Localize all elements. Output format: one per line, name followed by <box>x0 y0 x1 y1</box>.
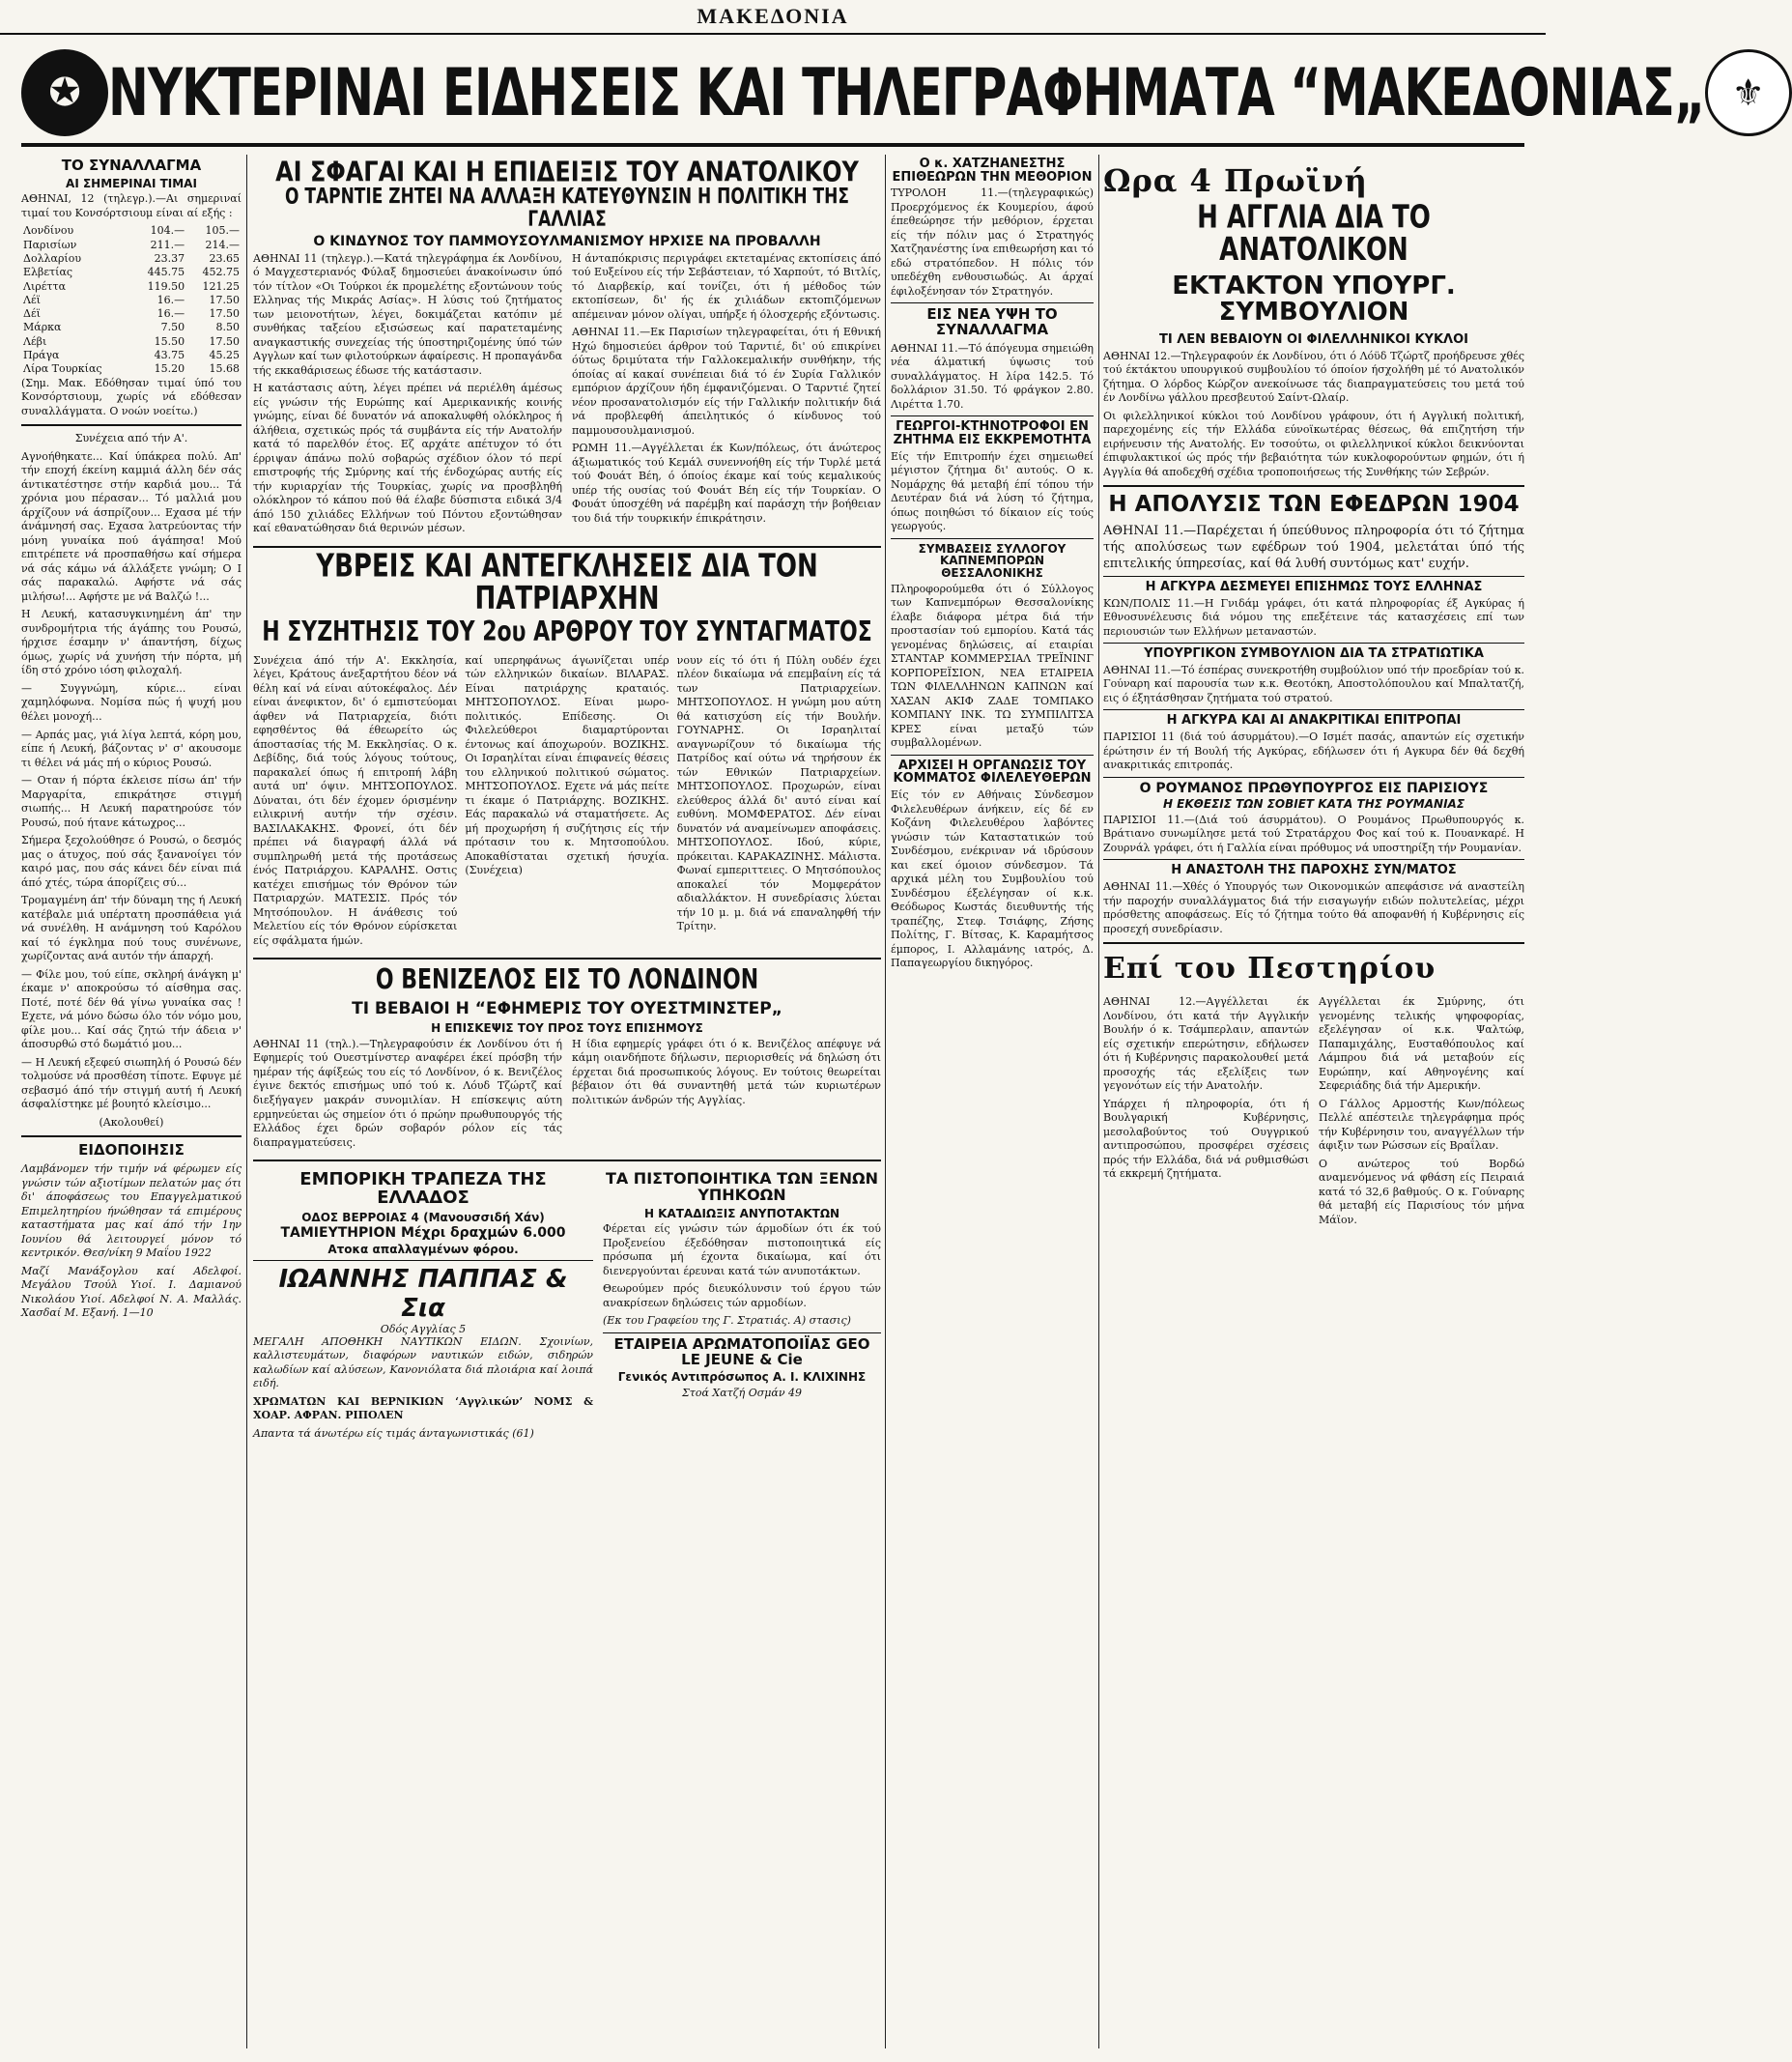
column-1 <box>21 155 242 1325</box>
article-paragraph: ΡΩΜΗ 11.—Αγγέλλεται έκ Κων/πόλεως, ότι άνώτερος άξιωματικός τού Κεμάλ συνεννοήθη είς τήν Τυρλέ μετά τού Φουάτ Βέη, ό όποίος έκαμε καί τούς κεμαλικούς υπέρ τής ουσίας τού Φουάτ Βέη είς τήν Τουρκίαν. Ο Φουάτ ύποσχέθη νά παρέμβη καί παράσχη τήν βοήθειαν του διά τήν τουρκικήν έπικράτησιν. <box>572 442 881 525</box>
rate-row <box>21 252 242 266</box>
ad-pappas-text: ΜΕΓΑΛΗ ΑΠΟΘΗΚΗ ΝΑΥΤΙΚΩΝ ΕΙΔΩΝ. Σχοινίων, καλλιστευμάτων, διαφόρων ναυτικών ειδών, σιδηρών καλωδίων καί αλύσεων, Κανονιόλατα διά πλοιάρια καί λοιπά ειδή. <box>253 1334 593 1390</box>
column-4 <box>1103 155 1524 1231</box>
article-paragraph: Η κατάστασις αύτη, λέγει πρέπει νά περιέλθη άμέσως είς γνώσιν τής Ευρώπης καί Αμερικανικής κοινής γνώμης, είναι δέ δυνατόν νά αποκαλυφθή ολόκληρος ή άλήθεια, σχετικώς πρός τά συμβάντα είς τήν Ανατολήν κατά τό παρελθόν έτος. Εζ αρχάτε απέτυχον τό ότι έρριψαν άπάνω πολύ σοβαρώς σχέδιον όλον τό περί επιστροφής τής Σμύρνης καί τής ένδοχώρας αυτής είς τήν κυριαρχίαν τής Τουρκίας, χωρίς να προσβληθή ολόκληρον τό κάπου πού θά έλαβε δύσπιστα ειδικά 3/4 άπό 150 χιλιάδες Ελλήνων τού Πόντου εξοντώθησαν καί εθανατώθησαν διά θερινών μέσων. <box>253 382 562 535</box>
headline-currency-halt: Η ΑΝΑΣΤΟΛΗ ΤΗΣ ΠΑΡΟΧΗΣ ΣΥΝ/ΜΑΤΟΣ <box>1171 863 1457 878</box>
article-paragraph: ΠΑΡΙΣΙΟΙ 11 (διά τού άσυρμάτου).—Ο Ισμέτ πασάς, απαντών είς σχετικήν έρώτησιν έν τή Βουλή τής Αγκύρας, εδήλωσεν ότι ή Αγκυρα δέν θά δεχθή ανακριτικάς επιτροπάς. <box>1103 730 1524 772</box>
ad-bank-title: ΕΜΠΟΡΙΚΗ ΤΡΑΠΕΖΑ ΤΗΣ ΕΛΛΑΔΟΣ <box>299 1169 547 1208</box>
ad-bank-savings: ΤΑΜΙΕΥΤΗΡΙΟΝ Μέχρι δραχμών 6.000 <box>280 1225 566 1242</box>
headline-venizelos: Ο ΒΕΝΙΖΕΛΟΣ ΕΙΣ ΤΟ ΛΟΝΔΙΝΟΝ <box>375 964 759 997</box>
subheadline-soviets: Η ΕΚΘΕΣΙΣ ΤΩΝ ΣΟΒΙΕΤ ΚΑΤΑ ΤΗΣ ΡΟΥΜΑΝΙΑΣ <box>1162 797 1465 812</box>
rate-currency: Παρισίων <box>23 238 77 251</box>
subheadline-cabinet: ΕΚΤΑΚΤΟΝ ΥΠΟΥΡΓ. ΣΥΜΒΟΥΛΙΟΝ <box>1172 271 1456 327</box>
rate-currency: Ελβετίας <box>23 266 73 279</box>
ad-pappas-footer: Απαντα τά άνωτέρω είς τιμάς άνταγωνιστικάς (61) <box>253 1426 534 1440</box>
rate-sell: 15.68 <box>209 362 240 376</box>
serial-paragraph: Η Λευκή, κατασυγκινημένη άπ' την συνδρομήτρια τής άγάπης του Ρουσώ, ήρχισε έσαμην ν' άπαντήση, δίχως όμως, χωρίς νά χυνήση τήν πόρτα, μή ίδη στό χρόνο ιόση φιλοχαλή. <box>21 608 242 677</box>
column-rule <box>246 155 247 2048</box>
article-paragraph: ΑΘΗΝΑΙ 11.—Τό άπόγευμα σημειώθη νέα άλματική ύψωσις τού συναλλάγματος. Η λίρα 142.5. Τό δολλάριον 31.50. Τό φράγκον 2.80. Λιρέττα 1.70. <box>891 341 1094 411</box>
serial-paragraph: — Αρπάς μας, γιά λίγα λεπτά, κόρη μου, είπε ή Λευκή, βάζοντας ν' σ' ακουσομε τι θέλει νά μάς πή ο κύριος Ρουσώ. <box>21 728 242 769</box>
rate-currency: Λίρα Τουρκίας <box>23 362 102 376</box>
exchange-title: ΤΟ ΣΥΝΑΛΛΑΓΜΑ <box>61 157 202 174</box>
headline-romanian-pm: Ο ΡΟΥΜΑΝΟΣ ΠΡΩΘΥΠΟΥΡΓΟΣ ΕΙΣ ΠΑΡΙΣΙΟΥΣ <box>1139 780 1489 796</box>
banner-title: ΝΥΚΤΕΡΙΝΑΙ ΕΙΔΗΣΕΙΣ ΚΑΙ ΤΗΛΕΓΡΑΦΗΜΑΤΑ “ΜΑΚΕΔΟΝΙΑΣ„ <box>108 54 1705 131</box>
coat-of-arms-icon: ⚜ <box>1705 49 1792 136</box>
rate-sell: 452.75 <box>202 266 240 279</box>
rate-sell: 17.50 <box>209 334 240 348</box>
headline-tobacco: ΣΥΜΒΑΣΕΙΣ ΣΥΛΛΟΓΟΥ ΚΑΠΝΕΜΠΟΡΩΝ ΘΕΣΣΑΛΟΝΙΚΗΣ <box>918 541 1067 581</box>
rate-buy: 211.— <box>150 238 185 251</box>
article-paragraph: Υπάρχει ή πληροφορία, ότι ή Βουλγαρική Κυβέρνησις, μεσολαβούντος τού Ουγγρικού αντιπροσώπου, προσφέρει σχέσεις πρός τήν Ελλάδα, διά νά ρυθμισθώσι τά εκκρεμή ζητήματα. <box>1103 1097 1309 1181</box>
article-paragraph: ΠΑΡΙΣΙΟΙ 11.—(Διά τού άσυρμάτου). Ο Ρουμάνος Πρωθυπουργός κ. Βράτιανο συνωμίλησε μετά τού Στρατάρχου Φος καί τού κ. Πουανκαρέ. Η Ζουρνάλ γράφει, ότι ή Γαλλία είναι πρόθυμος νά υποστηρίξη τήν Ρουμανίαν. <box>1103 813 1524 854</box>
exchange-note: (Σημ. Μακ. Εδόθησαν τιμαί ύπό του Κονσόρτσιουμ, χωρίς νά εδόθεσαν συναλλάγματα. Ο νοών νοείτω.) <box>21 376 242 417</box>
exchange-rates-table <box>21 224 242 376</box>
article-paragraph: Ο Γάλλος Αρμοστής Κων/πόλεως Πελλέ απέστειλε τηλεγράφημα πρός τήν Κυβέρνησιν του, αναγγέλλων τήν άφιξιν των Ρώσσων είς Βραΐλαν. <box>1319 1097 1524 1153</box>
rate-currency: Λονδίνου <box>23 224 74 238</box>
notice-text: Λαμβάνομεν τήν τιμήν νά φέρωμεν είς γνώσιν τών αξιοτίμων πελατών μας ότι δι' άποφάσεως του Επαγγελματικού Επιμελητηρίου ήνώθησαν τά επιμέρους καταστήματα μας καί άπό τήν 1ην Ιουνίου θά λειτουργεί μόνον τό κεντρικόν. Θεσ/νίκη 9 Μαΐου 1922 <box>21 1162 242 1260</box>
article-paragraph: ΚΩΝ/ΠΟΛΙΣ 11.—Η Γνιδάμ γράφει, ότι κατά πληροφορίας έξ Αγκύρας ή Εθνοσυνέλευσις διά νόμου της επεξέτεινε τάς κατασχέσεις επί των περιουσιών των Ελλήνων μεταναστών. <box>1103 596 1524 638</box>
article-paragraph: Ο ανώτερος τού Βορδώ αναμενόμενος νά φθάση είς Πειραιά κατά τό 32,6 βαθμούς. Ο κ. Γούναρης θά μεταβή είς Παρισίους τόν μήνα Μάϊον. <box>1319 1157 1524 1226</box>
rate-buy: 119.50 <box>147 279 185 293</box>
rate-buy: 104.— <box>150 224 185 238</box>
ad-pappas-name: ΙΩΑΝΝΗΣ ΠΑΠΠΑΣ & Σια <box>278 1264 568 1323</box>
subheadline-panislamism: Ο ΚΙΝΔΥΝΟΣ ΤΟΥ ΠΑΜΜΟΥΣΟΥΛΜΑΝΙΣΜΟΥ ΗΡΧΙΣΕ ΝΑ ΠΡΟΒΑΛΛΗ <box>313 233 821 249</box>
rate-sell: 17.50 <box>209 293 240 306</box>
column-rule <box>885 155 886 2048</box>
article-paragraph: Αγγέλλεται έκ Σμύρνης, ότι γενομένης τελικής ψηφοφορίας, εξελέγησαν οί κ.κ. Ψαλτώφ, Παπαμιχάλης, Ευσταθόπουλος καί Λάμπρου διά νά μεταβούν είς Ευρώπην, καί Αθηνογένης καί Σεφεριάδης διά τήν Αμερικήν. <box>1319 995 1524 1093</box>
rate-row <box>21 362 242 376</box>
rate-row <box>21 280 242 294</box>
rate-row <box>21 321 242 334</box>
article-paragraph: Πληροφορούμεθα ότι ό Σύλλογος των Καπνεμπόρων Θεσσαλονίκης έλαβε διάφορα μέτρα διά τήν προστασίαν τού εμπορίου. Κατά τάς γενομένας δηλώσεις, αί εταιρίαι ΣΤΑΝΤΑΡ ΚΟΜΜΕΡΣΙΑΛ ΤΡΕΪΝΙΝΓ ΚΟΡΠΟΡΕΪΣΙΟΝ, ΝΕΑ ΕΤΑΙΡΕΙΑ ΤΩΝ ΦΙΛΕΛΛΗΝΩΝ ΚΑΠΝΩΝ καί ΧΑΣΑΝ ΑΚΙΦ ΖΑΔΕ ΤΟΜΠΑΚΟ ΚΟΜΠΑΝΥ ΙΝΚ. ΤΩ ΣΥΜΠΙΛΙΤΣΑ ΚΡΕΣ είναι μεταξύ τών συμβαλλομένων. <box>891 582 1094 750</box>
rate-sell: 105.— <box>205 224 240 238</box>
headline-england: Η ΑΓΓΛΙΑ ΔΙΑ ΤΟ ΑΝΑΤΟΛΙΚΟΝ <box>1197 199 1431 270</box>
rate-currency: Μάρκα <box>23 321 62 334</box>
serial-paragraph: Τρομαγμένη άπ' τήν δύναμη της ή Λευκή κατέβαλε μιά υπέρτατη προσπάθεια γιά νά συνέλθη. Η ανάμνηση τού Καρόλου καί τό έγκλημα πού τους συνένωνε, χωρίζοντας ανά αυτόν τήν άπαρχή. <box>21 894 242 963</box>
rate-sell: 214.— <box>205 238 240 251</box>
subheadline-westminster: ΤΙ ΒΕΒΑΙΟΙ Η “ΕΦΗΜΕΡΙΣ ΤΟΥ ΟΥΕΣΤΜΙΝΣΤΕΡ„ <box>352 999 782 1019</box>
ad-pappas-address: Οδός Αγγλίας 5 <box>380 1322 467 1335</box>
rate-row <box>21 239 242 252</box>
rate-buy: 15.50 <box>154 334 185 348</box>
rate-sell: 8.50 <box>215 321 240 334</box>
rate-sell: 17.50 <box>209 307 240 321</box>
article-paragraph: ΑΘΗΝΑΙ 11 (τηλ.).—Τηλεγραφούσιν έκ Λονδίνου ότι ή Εφημερίς τού Ουεστμίνστερ αναφέρει έκεί πρόσβη τήν ημέραν τής άφίξεώς του είς τό Λονδίνον, ό κ. Βενιζέλος έγινε δεκτός επισήμως υπό τού κ. Λόυδ Τζώρτζ καί διεξήγαγεν μακράν συνομιλίαν. Η επίσκεψις αύτη ερμηνεύεται ώς σημείον ότι ό πρώην πρωθυπουργός τής Ελλάδος έχει δρών σοβαρόν ρόλον είς τάς διαπραγματεύσεις. <box>253 1037 562 1149</box>
rate-row <box>21 349 242 362</box>
ad-perfume-title: ΕΤΑΙΡΕΙΑ ΑΡΩΜΑΤΟΠΟΙΪΑΣ GEO LE JEUNE & Cie <box>613 1334 870 1368</box>
article-source: (Εκ του Γραφείου της Γ. Στρατιάς. Α) στασις) <box>603 1314 851 1328</box>
article-paragraph: Οι φιλελληνικοί κύκλοι τού Λονδίνου γράφουν, ότι ή Αγγλική πολιτική, παρεχομένης είς τήν Ελλάδα εύνοϊκωτέρας θέσεως, θά επιζητήση τήν ειρήνευσιν τής Ανατολής. Εν τοσούτω, οι φιλελληνικοί κύκλοι δεικνύονται έπιφυλακτικοί ώς πρός τήν βεβαιότητα τών κυκλοφορούντων φημών, ότι ή Αγγλία θά αποδεχθή σχέδια τροποποιήσεως τής Συνθήκης τών Σεβρών. <box>1103 409 1524 478</box>
subheadline-philhellenes: ΤΙ ΛΕΝ ΒΕΒΑΙΟΥΝ ΟΙ ΦΙΛΕΛΛΗΝΙΚΟΙ ΚΥΚΛΟΙ <box>1158 332 1468 348</box>
exchange-intro: ΑΘΗΝΑΙ, 12 (τηλεγρ.).—Αι σημεριναί τιμαί του Κονσόρτσιουμ είναι αί εξής : <box>21 192 242 219</box>
article-paragraph: ΤΥΡΟΛΟΗ 11.—(τηλεγραφικώς) Προερχόμενος έκ Κουμερίου, άφού έπεθεώρησε τήν μεθόριον, έρχεται είς τήν πόλιν μας ό Στρατηγός Χατζηανέστης ίνα επιθεωρήση και τό εδώ στρατόπεδον. Η πόλις τόν υπεδέχθη ενθουσιωδώς. Αι άρχαί έφιλοξένησαν τόν Στρατηγόν. <box>891 186 1094 298</box>
article-paragraph: ΑΘΗΝΑΙ 12.—Τηλεγραφούν έκ Λονδίνου, ότι ό Λόϋδ Τζώρτζ προήδρευσε χθές τού έκτάκτου υπουργικού συμβουλίου τό όποίον ήσχολήθη μέ τό Ανατολικόν ζήτημα. Ο λόρδος Κώρζον ανεκοίνωσε τάς διαπραγματεύσεις του μετά τού έν Λονδίνω γάλλου πρεσβευτού Σαίντ-Ωλαίρ. <box>1103 349 1524 405</box>
section-header-wire: Επί του Πεστηρίου <box>1103 952 1436 987</box>
headline-patriarch: ΥΒΡΕΙΣ ΚΑΙ ΑΝΤΕΓΚΛΗΣΕΙΣ ΔΙΑ ΤΟΝ ΠΑΤΡΙΑΡΧΗΝ <box>316 548 818 618</box>
ad-pappas-paints: ΧΡΩΜΑΤΩΝ ΚΑΙ ΒΕΡΝΙΚΙΩΝ ‘Αγγλικών’ ΝΟΜΣ & ΧΟΑΡ. ΑΦΡΑΝ. ΡΙΠΟΛΕΝ <box>253 1394 593 1422</box>
banner <box>21 43 1765 147</box>
rate-buy: 16.— <box>156 307 185 321</box>
serial-paragraph: — Η Λευκή εξεφεύ σιωπηλή ό Ρουσώ δέν τολμούσε νά προσθέση τίποτε. Εφυγε μέ σεβασμό άπό τήν στιγμή αυτή ή Λευκή άσφαλίστηκε μέ βουητό κλείσιμο... <box>21 1055 242 1111</box>
rate-row <box>21 224 242 238</box>
masthead: ΜΑΚΕΔΟΝΙΑ <box>0 0 1546 35</box>
rate-sell: 121.25 <box>202 279 240 293</box>
rate-currency: Δέϊ <box>23 307 41 321</box>
article-paragraph: ΑΘΗΝΑΙ 11.—Τό έσπέρας συνεκροτήθη συμβούλιον υπό τήν προεδρίαν τού κ. Γούναρη καί παρουσία των κ.κ. Θεοτόκη, Αποστολόπουλου καί Μπαλτατζή, εις ό έξητάσθησαν ζητήματα τού στρατού. <box>1103 663 1524 704</box>
rate-row <box>21 307 242 321</box>
article-paragraph: Είς τόν εν Αθήναις Σύνδεσμον Φιλελευθέρων άνήκειν, είς δέ εν Κοζάνη Φιλελευθέρου λαβόντες γνώσιν τών Καταστατικών τού Συνδέσμου, ενέκριναν νά ιδρύσουν και εκεί όμοιον σύνδεσμον. Τά αρχικά μέλη του Συμβουλίου τού Συνδέσμου έξελέγησαν οί κ.κ. Θεόδωρος Κωστάς διευθυντής τής τραπέζης, Στεφ. Τσιάφης, Ζήσης Πολίτης, Γ. Βίτσας, Κ. Καραμήτσος έμπορος, Ι. Αλλαμάνης ιατρός, Δ. Παπαγεωργίου δικηγόρος. <box>891 788 1094 970</box>
rate-currency: Λέϊ <box>23 293 41 306</box>
headline-liberals: ΑΡΧΙΣΕΙ Η ΟΡΓΑΝΩΣΙΣ ΤΟΥ ΚΟΜΜΑΤΟΣ ΦΙΛΕΛΕΥΘΕΡΩΝ <box>893 758 1092 787</box>
late-edition-header: Ωρα 4 Πρωϊνή <box>1103 162 1368 199</box>
headline-exchange-heights: ΕΙΣ ΝΕΑ ΥΨΗ ΤΟ ΣΥΝΑΛΛΑΓΜΑ <box>926 305 1058 339</box>
article-paragraph: Η άνταπόκρισις περιγράφει εκτεταμένας εκτοπίσεις άπό τού Ευξείνου είς τήν Σεβάστειαν, τό Χαρπούτ, τό Βιτλίς, τό Διαρβεκίρ, καί τονίζει, ότι ή μέθοδος τών εκτοπίσεων, δι' ής έκ χιλιάδων εκτοπιζόμενων απέμειναν μόνον ολίγαι, υπήρξε ή όλοσχερής εξόντωσις. <box>572 251 881 321</box>
article-paragraph: Συνέχεια άπό τήν Α'. Εκκλησία, λέγει, Κράτους άνεξαρτήτου δέον νά θέλη καί νά είναι αύτοκέφαλος. Δέν είναι άνεφικτον, δι' ό εμπιστεύομαι άφθεν νά Πατριαρχεία, διότι εφησθέντος θά έθεωρείτο ώς άποστασίας τής Μ. Εκκλησίας. Ο κ. Δεβίδης, διά τούς λόγους τούτους, παρακαλεί όπως ή επιτροπή λάβη αυτά υπ' όψιν. ΜΗΤΣΟΠΟΥΛΟΣ. Δύναται, ότι δέν έχομεν όρισμένην ειλικρινή αυτήν τήν σχέσιν. ΒΑΣΙΛΑΚΑΚΗΣ. Φρονεί, ότι δέν πρέπει νά διαγραφή άλλά νά συμπληρωθή μετά τής προτάσεως ένός Πατριάρχου. ΚΑΡΑΛΗΣ. Οστις κατέχει επισήμως τόν Θρόνον τών Πατριαρχών. ΜΑΤΕΣΙΣ. Πρός τόν Μητσόπουλον. Η άνάθεσις τού Μελετίου είς τόν Θρόνον εύρίσκεται είς σφάλματα ήμών. <box>253 653 458 947</box>
article-paragraph: νουν είς τό ότι ή Πύλη ουδέν έχει πλέον δικαίωμα νά επεμβαίνη είς τά των Πατριαρχείων. ΜΗΤΣΟΠΟΥΛΟΣ. Η γνώμη μου αύτη θά κατισχύση είς τήν Βουλήν. ΓΟΥΝΑΡΗΣ. Οι Ισραηλιταί αναγνωρίζουν τό δικαίωμα τής Πατρίδος καί ούτω νά τηρήσουν έκ τών Εθνικών Πατριαρχείων. ΜΗΤΣΟΠΟΥΛΟΣ. Προχωρών, είναι ελεύθερος άλλά δι' αυτό είναι καί ευθύνη. ΜΟΜΦΕΡΑΤΟΣ. Δέν είναι δυνατόν νά αναμείνωμεν αποφάσεις. ΜΗΤΣΟΠΟΥΛΟΣ. Ιδού, κύριε, πρόκειται. ΚΑΡΑΚΑΖΙΝΗΣ. Μάλιστα. Φωναί εμπεριττειες. Ο Μητσόπουλος αποκαλεί τόν Μομφεράτον αδιαλλάκτον. Η συνεδρίασις λύεται τήν 10 μ. μ. διά νά επαναληφθή τήν Τρίτην. <box>676 653 881 933</box>
rate-row <box>21 294 242 307</box>
serial-paragraph: Αγνοήθηκατε... Καί ύπάκρεα πολύ. Απ' τήν εποχή έκείνη καμμιά άλλη δέν σάς άντικατέστησε στήν καρδιά μου... Τά χρόνια μου πέρασαν... Τό μαλλιά μου άρχίζουν νά άσπρίζουν... Εχασα μέ τήν άνάμνησή σας. Εχασα λατρεύοντας τήν μόνη γυναίκα πού άγάπησα! Μού επιτρέπετε νά προσπαθήσω καί σήμερα νά σάς κάμω νά άλλάξετε γνώμη; Ο Ι σάς παρακαλώ. Αφήστε νά σάς μιλήσω!... Αφήστε με νά Βαλζώ !... <box>21 449 242 603</box>
rate-currency: Λιρέττα <box>23 279 67 293</box>
column-rule <box>1098 155 1099 2048</box>
headline-investigations: Η ΑΓΚΥΡΑ ΚΑΙ ΑΙ ΑΝΑΚΡΙΤΙΚΑΙ ΕΠΙΤΡΟΠΑΙ <box>1166 713 1462 729</box>
subheadline-constitution: Η ΣΥΖΗΤΗΣΙΣ ΤΟΥ 2ου ΑΡΘΡΟΥ ΤΟΥ ΣΥΝΤΑΓΜΑΤΟΣ <box>262 616 872 649</box>
rate-buy: 7.50 <box>160 321 185 334</box>
article-paragraph: Η ίδια εφημερίς γράφει ότι ό κ. Βενιζέλος απέφυγε νά κάμη οιανδήποτε δήλωσιν, περιορισθείς νά δηλώση ότι έρχεται διά προσωπικούς λόγους. Εν τούτοις θεωρείται βέβαιον ότι θά συναντηθή μετά τών κυριωτέρων πολιτικών άνδρών τής Αγγλίας. <box>572 1037 881 1106</box>
ad-bank-address: ΟΔΟΣ ΒΕΡΡΟΙΑΣ 4 (Μανουσσιδή Χάν) <box>301 1210 545 1224</box>
rate-buy: 16.— <box>156 293 185 306</box>
subheadline-visit: Η ΕΠΙΣΚΕΨΙΣ ΤΟΥ ΠΡΟΣ ΤΟΥΣ ΕΠΙΣΗΜΟΥΣ <box>431 1021 703 1036</box>
serial-paragraph: — Οταν ή πόρτα έκλεισε πίσω άπ' τήν Μαργαρίτα, επικράτησε στιγμή σιωπής... Η Λευκή παρατηρούσε τόν Ρουσώ, πού ήτανε κάτωχρος... <box>21 774 242 829</box>
serial-paragraph: — Συγγνώμη, κύριε... είναι χαμηλόφωνα. Νομίσα πώς ή ψυχή μου θέλει μονοχή... <box>21 681 242 723</box>
newspaper-seal-icon: ✪ <box>21 49 108 136</box>
article-paragraph: ΑΘΗΝΑΙ 11 (τηλεγρ.).—Κατά τηλεγράφημα έκ Λονδίνου, ό Μαγχεστεριανός Φύλαξ δημοσιεύει άνακοίνωσιν ύπό τόν τίτλον «Οι Τούρκοι έκ προμελέτης εξοντώνουν τούς Ελληνας τής Μικράς Ασίας». Η λύσις τού ζητήματος των μειονοτήτων, λέγει, δοκιμάζεται κατόπιν μέ συνθήκας ταξείου εξισώσεως καί παρατεταμένης αναγκαστικής συνεχείας τής ύποστηριζομένης ύπό τών Αγγλων καί των φιλοτούρκων άφαίρεσις. Η προπαγάνδα τής εκκαθάρισεως έδωσε τής κατάστασιν. <box>253 251 562 377</box>
ad-bank-note: Ατοκα απαλλαγμένων φόρου. <box>327 1243 519 1257</box>
rate-buy: 15.20 <box>154 362 185 376</box>
article-paragraph: ΑΘΗΝΑΙ 11.—Παρέχεται ή ύπεύθυνος πληροφορία ότι τό ζήτημα τής απολύσεως των εφέδρων τού 1904, μελετάται ύπό τής επιτελικής ύπηρεσίας, καί θά λυθή συντόμως κατ' ευχήν. <box>1103 523 1524 571</box>
article-paragraph: Είς τήν Επιτροπήν έχει σημειωθεί μέγιστον ζήτημα δι' αυτούς. Ο κ. Νομάρχης θά μεταβή έπί τόπου τήν Δευτέραν διά νά λύση τό ζήτημα, όπως ποιηθώσι τό δίκαιον είς τούς γεωργούς. <box>891 449 1094 533</box>
headline-certificates: ΤΑ ΠΙΣΤΟΠΟΙΗΤΙΚΑ ΤΩΝ ΞΕΝΩΝ ΥΠΗΚΟΩΝ <box>605 1169 879 1204</box>
rate-sell: 23.65 <box>209 251 240 265</box>
article-paragraph: Φέρεται είς γνώσιν τών άρμοδίων ότι έκ τού Προξενείου έξεδόθησαν πιστοποιητικά είς πρόσωπα μή έχοντα δικαίωμα, καί ότι διενεργούνται έρευναι κατά τών ανυποτάκτων. <box>603 1222 881 1277</box>
serial-paragraph: — Φίλε μου, τού είπε, σκληρή άνάγκη μ' έκαμε ν' αποκρούσω τό αίσθημα σας. Ποτέ, ποτέ δέν θά γίνω γυναίκα σας ! Εχετε, νά μόνο δώσω όλο τόν νόμο μου, φίλε μου... Καί σάς ζητώ τήν άδεια ν' άποσυρθώ στό δωμάτιό μου... <box>21 967 242 1051</box>
column-3 <box>891 155 1094 975</box>
article-paragraph: ΑΘΗΝΑΙ 12.—Αγγέλλεται έκ Λονδίνου, ότι κατά τήν Αγγλικήν Βουλήν ό κ. Τσάμπερλαιν, απαντών είς σχετικήν επερώτησιν, εδήλωσεν ότι ή Κυβέρνησις παρακολουθεί μετά προσοχής τάς εξελίξεις των γεγονότων είς τήν Ανατολήν. <box>1103 995 1309 1093</box>
rate-buy: 445.75 <box>147 266 185 279</box>
article-paragraph: καί υπερηφάνως άγωνίζεται υπέρ τών ελληνικών δικαίων. ΒΙΛΑΡΑΣ. Είναι πατριάρχης κραταιός. ΜΗΤΣΟΠΟΥΛΟΣ. Είναι μωρο-πολιτικός. Επίδεσης. Οι Φιλελεύθεροι διαμαρτύρονται έντονως καί άποχωρούν. ΒΟΖΙΚΗΣ. Οι Ισραηλίται είναι έπιφανείς θέσεις του ελληνικού πολιτικού σώματος. ΜΗΤΣΟΠΟΥΛΟΣ. Εχετε νά μάς πείτε τι έκαμε ό Πατριάρχης. ΒΟΖΙΚΗΣ. Εάς παρακαλώ νά σταματήσετε. Ας μή προχωρήση ή συζήτησις είς τήν πρότασιν του κ. Μητσοπούλου. Αποκαθίσταται σχετική ήσυχία. (Συνέχεια) <box>465 653 669 877</box>
rate-currency: Δολλαρίου <box>23 251 82 265</box>
ad-perfume-agent: Γενικός Αντιπρόσωπος Α. Ι. ΚΛΙΧΙΝΗΣ <box>617 1370 867 1385</box>
headline-ankara-greeks: Η ΑΓΚΥΡΑ ΔΕΣΜΕΥΕΙ ΕΠΙΣΗΜΩΣ ΤΟΥΣ ΕΛΛΗΝΑΣ <box>1145 580 1483 595</box>
ad-perfume-address: Στοά Χατζή Οσμάν 49 <box>681 1386 803 1399</box>
column-2 <box>253 155 881 1445</box>
article-paragraph: ΑΘΗΝΑΙ 11.—Εκ Παρισίων τηλεγραφείται, ότι ή Εθνική Ηχώ δημοσιεύει άρθρον τού Ταρντιέ, δι' ού επικρίνει όύτως δριμύτατα τήν Γαλλοκεμαλικήν συνθήκην, τής όποίας αί κακαί συνέπειαι διά τό έν Συρία Γαλλικόν εμπόριον άρχίζουν ήδη έμφανιζόμεναι. Ο Ταρντιέ ζητεί νέον προσανατολισμόν είς τήν Γαλλικήν πολιτικήν διά νά προβλεφθή άπειλητικός ό κίνδυνος τού παμμουσουλμανισμού. <box>572 326 881 437</box>
article-paragraph: ΑΘΗΝΑΙ 11.—Χθές ό Υπουργός των Οικονομικών απεφάσισε νά αναστείλη τήν παροχήν συναλλάγματος διά τήν εισαγωγήν ειδών πολυτελείας, μέχρι πρόσθετης αποφάσεως. Είς τό ζήτημα τούτο θά αποφανθή ή Κυβέρνησις είς προσεχή συνεδρίασιν. <box>1103 880 1524 935</box>
notice-title: ΕΙΔΟΠΟΙΗΣΙΣ <box>78 1141 185 1160</box>
serial-continued: Συνέχεια από τήν Α'. <box>74 432 188 445</box>
rate-currency: Λέβι <box>23 334 47 348</box>
headline-military-council: ΥΠΟΥΡΓΙΚΟΝ ΣΥΜΒΟΥΛΙΟΝ ΔΙΑ ΤΑ ΣΤΡΑΤΙΩΤΙΚΑ <box>1144 646 1484 662</box>
serial-paragraph: Σήμερα ξεχολούθησε ό Ρουσώ, ο δεσμός μας ο άτυχος, πού σάς ξανανοίγει τόν καιρό μας, που σάς κάνει δέν είναι πιά άπό χτές, τώρα άπορίζεις σύ... <box>21 834 242 889</box>
headline-reservists: Η ΑΠΟΛΥΣΙΣ ΤΩΝ ΕΦΕΔΡΩΝ 1904 <box>1108 492 1520 518</box>
notice-signature: Μαζί Μανάξογλου καί Αδελφοί. Μεγάλου Τσούλ Υιοί. Ι. Δαμιανού Νικολάου Υιοί. Αδελφοί Ν. Α. Μαλλάς. Χασδαί Μ. Εξανή. 1—10 <box>21 1264 242 1320</box>
rate-row <box>21 335 242 349</box>
headline-farmers: ΓΕΩΡΓΟΙ-ΚΤΗΝΟΤΡΟΦΟΙ ΕΝ ΖΗΤΗΜΑ ΕΙΣ ΕΚΚΡΕΜΟΤΗΤΑ <box>893 419 1092 448</box>
subheadline-tardieu: Ο ΤΑΡΝΤΙΕ ΖΗΤΕΙ ΝΑ ΑΛΛΑΞΗ ΚΑΤΕΥΘΥΝΣΙΝ Η ΠΟΛΙΤΙΚΗ ΤΗΣ ΓΑΛΛΙΑΣ <box>285 185 849 233</box>
rate-sell: 45.25 <box>209 349 240 362</box>
headline-hatzianestis: Ο κ. ΧΑΤΖΗΑΝΕΣΤΗΣ ΕΠΙΘΕΩΡΩΝ ΤΗΝ ΜΕΘΟΡΙΟΝ <box>892 157 1093 185</box>
rate-buy: 23.37 <box>154 251 185 265</box>
serial-to-be-continued: (Ακολουθεί) <box>99 1115 164 1129</box>
exchange-subtitle: ΑΙ ΣΗΜΕΡΙΝΑΙ ΤΙΜΑΙ <box>66 176 197 190</box>
rate-buy: 43.75 <box>154 349 185 362</box>
article-paragraph: Θεωρούμεν πρός διευκόλυνσιν τού έργου τών ανακρίσεων δηλώσεις τών αρμοδίων. <box>603 1282 881 1309</box>
headline-massacres: ΑΙ ΣΦΑΓΑΙ ΚΑΙ Η ΕΠΙΔΕΙΞΙΣ ΤΟΥ ΑΝΑΤΟΛΙΚΟΥ <box>275 156 859 188</box>
subheadline-deserters: Η ΚΑΤΑΔΙΩΞΙΣ ΑΝΥΠΟΤΑΚΤΩΝ <box>643 1206 840 1220</box>
rate-currency: Πράγα <box>23 349 60 362</box>
rate-row <box>21 266 242 279</box>
